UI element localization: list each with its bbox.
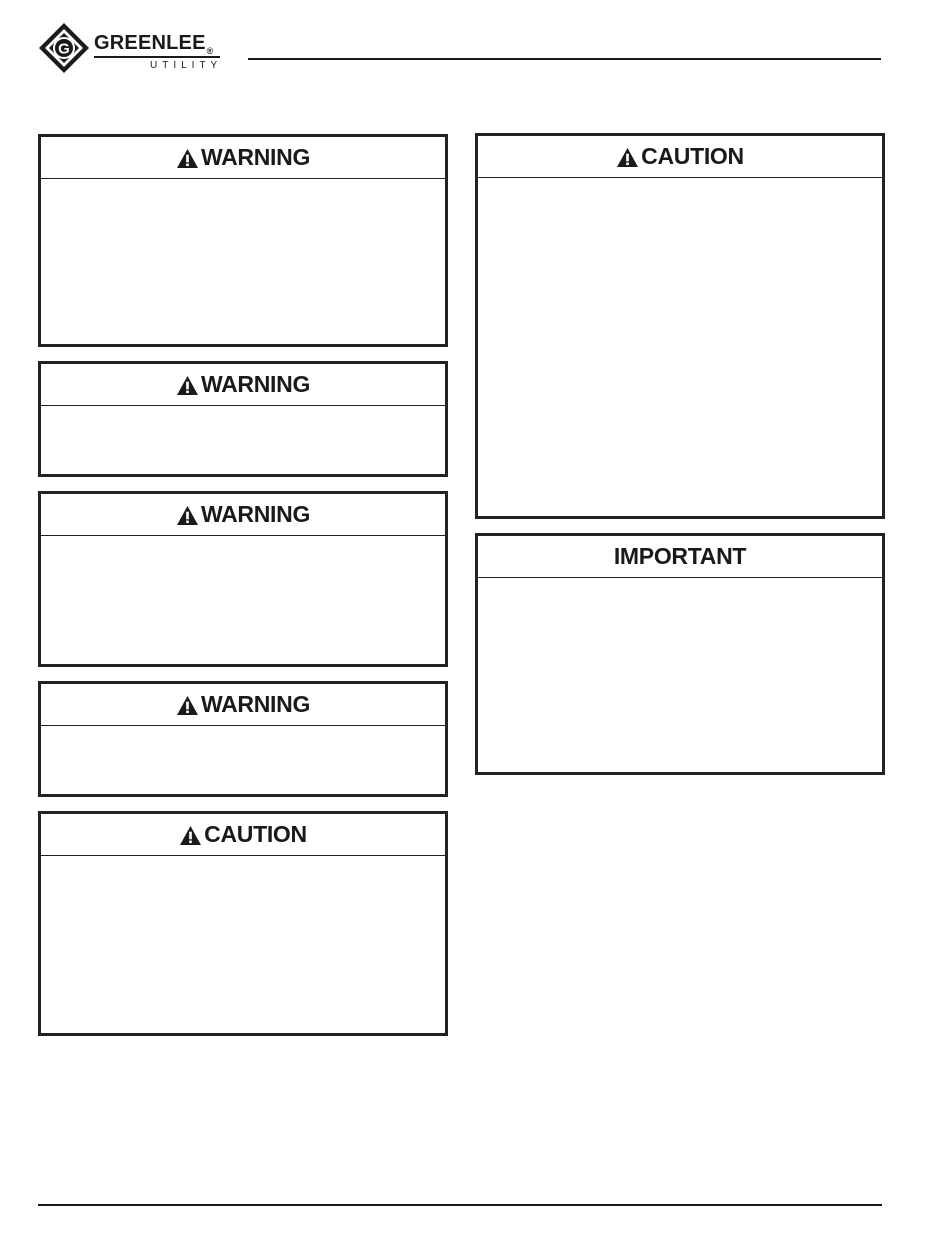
warning-body [41,726,445,746]
warning-triangle-icon [179,825,202,846]
footer-divider [38,1204,882,1206]
logo-diamond-icon [38,22,90,74]
warning-triangle-icon [176,695,199,716]
registered-mark: ® [206,46,214,56]
warning-body [41,179,445,199]
warning-body [41,406,445,426]
warning-triangle-icon [176,148,199,169]
warning-triangle-icon [176,375,199,396]
warning-header [41,364,445,406]
caution-title: CAUTION [641,143,744,169]
brand-name [94,32,213,54]
warning-title: WARNING [200,144,311,170]
header-divider [248,58,881,60]
warning-title: WARNING [200,501,311,527]
warning-title: WARNING [200,691,311,717]
logo-letter: G [58,40,70,58]
caution-header [41,814,445,856]
caution-box [38,811,448,1036]
caution-body [478,178,882,198]
warning-box [38,681,448,797]
warning-triangle-icon [616,147,639,168]
warning-body [41,536,445,556]
warning-header [41,684,445,726]
warning-triangle-icon [176,505,199,526]
warning-box [38,134,448,347]
warning-title: WARNING [200,371,311,397]
warning-header [41,494,445,536]
caution-box [475,133,885,519]
important-title: IMPORTANT [613,543,747,569]
warning-box [38,491,448,667]
important-box [475,533,885,775]
warning-box [38,361,448,477]
brand-name-text: GREENLEE [94,32,206,54]
warning-header [41,137,445,179]
brand-underline [94,56,220,58]
caution-title: CAUTION [204,821,307,847]
important-body [478,578,882,598]
caution-header [478,136,882,178]
greenlee-logo [38,22,228,76]
important-header [478,536,882,578]
caution-body [41,856,445,876]
brand-subtitle: UTILITY [150,60,223,71]
